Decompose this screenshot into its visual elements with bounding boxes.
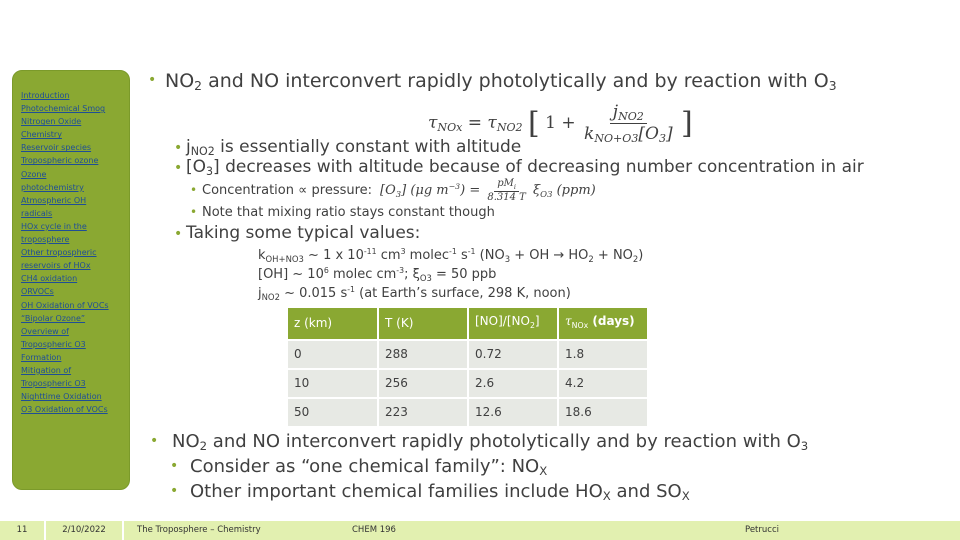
text: -1 bbox=[467, 247, 476, 256]
bullet-other-families bbox=[190, 481, 690, 503]
text: is essentially constant with altitude bbox=[214, 137, 522, 157]
concentration-equation bbox=[380, 178, 596, 203]
text: (NO bbox=[475, 248, 505, 263]
eq-text: 1 + bbox=[545, 113, 576, 133]
eq-text: O3 bbox=[540, 189, 553, 199]
table-cell: 1.8 bbox=[559, 341, 647, 368]
table-cell: 50 bbox=[288, 399, 377, 426]
eq-text: 3 bbox=[658, 132, 666, 145]
text: NOx bbox=[571, 321, 589, 330]
text: Consider as “one chemical family”: NO bbox=[190, 456, 540, 477]
fraction bbox=[581, 102, 676, 145]
table-header-t: T (K) bbox=[379, 308, 467, 339]
sidebar-link-o3-oxidation-vocs[interactable]: O3 Oxidation of VOCs bbox=[21, 405, 108, 415]
bullet-concentration: Concentration ∝ pressure: bbox=[202, 183, 373, 198]
eq-text: 3 bbox=[395, 189, 402, 199]
text: 2 bbox=[632, 254, 639, 264]
text: ) bbox=[638, 248, 644, 263]
numerator bbox=[610, 102, 647, 124]
text: 3 bbox=[828, 79, 837, 93]
table-cell: 223 bbox=[379, 399, 467, 426]
text: + NO bbox=[593, 248, 633, 263]
footer-course: CHEM 196 bbox=[352, 525, 396, 535]
table-cell: 2.6 bbox=[469, 370, 557, 397]
bullet-jno2-constant bbox=[186, 137, 521, 158]
table-row bbox=[288, 399, 647, 426]
sidebar-link-atmospheric-oh[interactable]: Atmospheric OH bbox=[21, 195, 87, 205]
fraction bbox=[484, 178, 528, 203]
sidebar-link-nighttime-oxidation[interactable]: Nighttime Oxidation bbox=[21, 392, 102, 402]
table-cell: 12.6 bbox=[469, 399, 557, 426]
eq-text: τ bbox=[428, 113, 438, 133]
footer-page-number: 11 bbox=[0, 521, 44, 540]
footer-title: The Troposphere – Chemistry bbox=[137, 525, 261, 535]
table-header-tau bbox=[559, 308, 647, 339]
sidebar-link-radicals[interactable]: radicals bbox=[21, 208, 53, 218]
bullet-typical-values: Taking some typical values: bbox=[186, 223, 421, 243]
bullet-one-family bbox=[190, 456, 547, 478]
eq-text: (ppm) bbox=[552, 183, 596, 198]
text: [OH] ~ 10 bbox=[258, 267, 324, 282]
eq-text: k bbox=[584, 124, 595, 144]
text: -11 bbox=[363, 247, 377, 256]
text: NO2 bbox=[261, 292, 280, 302]
text: τ bbox=[565, 314, 572, 328]
sidebar-link-orvocs[interactable]: ORVOCs bbox=[21, 287, 54, 297]
text: 3 bbox=[504, 254, 511, 264]
bracket-open: [ bbox=[528, 106, 540, 141]
eq-text: = bbox=[462, 113, 488, 133]
typical-rate-constant bbox=[258, 247, 643, 264]
table-cell: 256 bbox=[379, 370, 467, 397]
text: 6 bbox=[323, 266, 329, 275]
text: 2 bbox=[199, 439, 208, 453]
eq-text: NOx bbox=[437, 121, 463, 134]
eq-text: τ bbox=[487, 113, 497, 133]
sidebar-link-photochemistry[interactable]: photochemistry bbox=[21, 182, 84, 192]
sidebar-link-formation[interactable]: Formation bbox=[21, 352, 62, 362]
eq-text: i bbox=[513, 183, 516, 191]
bullet-dot: • bbox=[174, 140, 183, 156]
table-cell: 10 bbox=[288, 370, 377, 397]
sidebar-link-bipolar-ozone[interactable]: “Bipolar Ozone” bbox=[21, 313, 86, 323]
text: NO bbox=[172, 431, 200, 452]
sidebar-link-overview-of[interactable]: Overview of bbox=[21, 326, 69, 336]
table-head bbox=[288, 308, 647, 339]
footer-bar bbox=[124, 521, 960, 540]
bullet-dot: • bbox=[174, 226, 183, 242]
text: cm bbox=[376, 248, 401, 263]
eq-text: ξ bbox=[533, 183, 541, 198]
table-body bbox=[288, 341, 647, 426]
sidebar-link-tropospheric-o3[interactable]: Tropospheric O3 bbox=[21, 339, 86, 349]
table-row bbox=[288, 370, 647, 397]
sidebar-link-ch4-oxidation[interactable]: CH4 oxidation bbox=[21, 274, 78, 284]
text: -3 bbox=[396, 266, 405, 275]
text: NO2 bbox=[190, 145, 215, 158]
table-cell: 0.72 bbox=[469, 341, 557, 368]
sidebar-link-tropospheric-ozone[interactable]: Tropospheric ozone bbox=[21, 156, 99, 166]
text: (days) bbox=[588, 314, 635, 328]
bullet-dot: • bbox=[150, 433, 159, 449]
footer-author: Petrucci bbox=[745, 525, 779, 535]
sidebar-link-chemistry[interactable]: Chemistry bbox=[21, 130, 62, 140]
sidebar-nav bbox=[21, 89, 133, 416]
text: [O bbox=[186, 157, 207, 177]
text: 3 bbox=[206, 165, 214, 178]
text: s bbox=[456, 248, 468, 263]
eq-text: NO+O3 bbox=[594, 132, 639, 145]
sidebar-link-oh-oxidation-vocs[interactable]: OH Oxidation of VOCs bbox=[21, 300, 109, 310]
text: 3 bbox=[800, 439, 809, 453]
eq-text: [O bbox=[380, 183, 396, 198]
text: and SO bbox=[610, 481, 682, 502]
bullet-dot: • bbox=[190, 183, 198, 197]
text: 2 bbox=[529, 321, 535, 330]
sidebar-link-nitrogen-oxide[interactable]: Nitrogen Oxide bbox=[21, 117, 82, 127]
sidebar-link-ozone[interactable]: Ozone bbox=[21, 169, 47, 179]
text: 2 bbox=[194, 79, 203, 93]
text: 3 bbox=[400, 247, 406, 256]
text: molec bbox=[405, 248, 450, 263]
text: -1 bbox=[449, 247, 457, 256]
text: ; ξ bbox=[404, 267, 420, 282]
text: and NO interconvert rapidly photolytically and by reaction with O bbox=[207, 431, 801, 452]
bullet-dot: • bbox=[170, 483, 179, 499]
text: ] decreases with altitude because of decreasing number concentration in air bbox=[213, 157, 864, 177]
text: molec cm bbox=[328, 267, 397, 282]
sidebar-panel bbox=[12, 70, 130, 490]
eq-text: j bbox=[612, 102, 619, 122]
sidebar-link-troposphere[interactable]: troposphere bbox=[21, 235, 70, 245]
bullet-interconvert bbox=[165, 70, 837, 93]
sidebar-link-introduction[interactable]: Introduction bbox=[21, 91, 70, 100]
text: 2 bbox=[588, 254, 594, 264]
eq-text: NO2 bbox=[618, 110, 644, 123]
text: O3 bbox=[419, 273, 432, 283]
table-cell: 18.6 bbox=[559, 399, 647, 426]
bullet-dot: • bbox=[174, 160, 183, 176]
eq-text: ] (μg m bbox=[401, 183, 449, 198]
bullet-dot: • bbox=[170, 458, 179, 474]
denominator bbox=[581, 124, 676, 145]
sidebar-link-other-tropospheric[interactable]: Other tropospheric bbox=[21, 248, 97, 258]
text: = 50 ppb bbox=[431, 267, 497, 282]
table-cell: 4.2 bbox=[559, 370, 647, 397]
table-row bbox=[288, 341, 647, 368]
typical-jno2 bbox=[258, 285, 571, 302]
table-header-z: z (km) bbox=[288, 308, 377, 339]
typical-oh-concentration bbox=[258, 266, 496, 283]
eq-text: pM bbox=[497, 178, 514, 189]
text: k bbox=[258, 248, 266, 263]
text: -1 bbox=[347, 285, 356, 294]
eq-text: [O bbox=[638, 124, 659, 144]
bullet-interconvert-repeat bbox=[172, 431, 808, 453]
sidebar-link-hox-cycle[interactable]: HOx cycle in the bbox=[21, 221, 87, 231]
bullet-mixing-ratio: Note that mixing ratio stays constant though bbox=[202, 205, 495, 220]
text: j bbox=[258, 286, 262, 301]
sidebar-link-reservoirs-hox[interactable]: reservoirs of HOx bbox=[21, 261, 91, 271]
table-cell: 288 bbox=[379, 341, 467, 368]
table-header-no-ratio bbox=[469, 308, 557, 339]
slide-footer bbox=[0, 521, 960, 540]
text: X bbox=[602, 489, 611, 503]
text: X bbox=[681, 489, 690, 503]
sidebar-link-reservoir-species[interactable]: Reservoir species bbox=[21, 143, 92, 153]
altitude-table bbox=[286, 306, 649, 428]
text: ~ 0.015 s bbox=[279, 286, 348, 301]
text: Other important chemical families include HO bbox=[190, 481, 603, 502]
text: X bbox=[539, 464, 548, 478]
text: ] bbox=[534, 314, 540, 328]
text: OH+NO3 bbox=[265, 254, 304, 264]
footer-date: 2/10/2022 bbox=[46, 521, 122, 540]
bullet-dot: • bbox=[190, 205, 198, 219]
table-cell: 0 bbox=[288, 341, 377, 368]
eq-text: ] bbox=[666, 124, 673, 144]
sidebar-link-tropospheric-o3-2[interactable]: Tropospheric O3 bbox=[21, 379, 86, 389]
text: ~ 1 x 10 bbox=[303, 248, 364, 263]
text: j bbox=[186, 137, 191, 157]
numerator bbox=[494, 178, 519, 192]
text: and NO interconvert rapidly photolytically and by reaction with O bbox=[202, 70, 829, 92]
text: NO bbox=[165, 70, 195, 92]
text: + OH → HO bbox=[510, 248, 589, 263]
denominator: 8.314 T bbox=[487, 192, 526, 203]
table-header-row bbox=[288, 308, 647, 339]
eq-text: −3 bbox=[448, 182, 461, 191]
bullet-dot: • bbox=[148, 72, 157, 88]
bracket-close: ] bbox=[681, 106, 693, 141]
sidebar-link-photochemical-smog[interactable]: Photochemical Smog bbox=[21, 104, 106, 114]
sidebar-link-mitigation-of[interactable]: Mitigation of bbox=[21, 365, 72, 375]
bullet-o3-decreases bbox=[186, 157, 864, 178]
text: [NO]/[NO bbox=[475, 314, 530, 328]
eq-text: ) = bbox=[460, 183, 481, 198]
text: (at Earth’s surface, 298 K, noon) bbox=[355, 286, 571, 301]
eq-text: NO2 bbox=[496, 121, 523, 134]
